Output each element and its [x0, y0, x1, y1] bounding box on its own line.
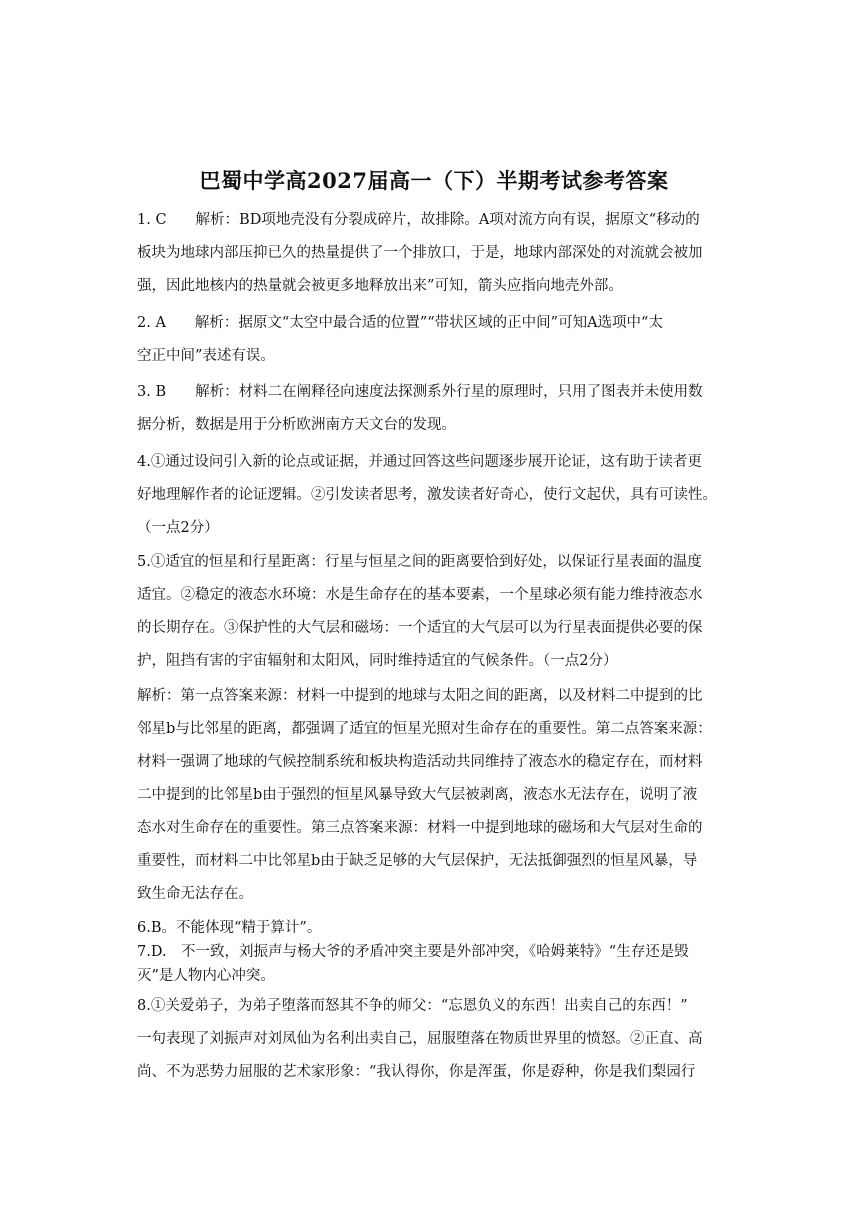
text-line: 态水对生命存在的重要性。第三点答案来源：材料一中提到地球的磁场和大气层对生命的	[137, 820, 703, 836]
text-line: 好地理解作者的论证逻辑。②引发读者思考，激发读者好奇心，使行文起伏，具有可读性。	[137, 487, 717, 503]
text-line: 二中提到的比邻星b由于强烈的恒星风暴导致大气层被剥离，液态水无法存在，说明了液	[137, 787, 698, 803]
text-line: 的长期存在。③保护性的大气层和磁场：一个适宜的大气层可以为行星表面提供必要的保	[137, 620, 703, 636]
text-line: 6.B。不能体现“精于算计”。	[137, 920, 322, 936]
answer-item-4	[137, 446, 735, 545]
text-line: （一点2分）	[137, 520, 219, 536]
text-line: 适宜。②稳定的液态水环境：水是生命存在的基本要素，一个星球必须有能力维持液态水	[137, 587, 703, 603]
text-line: 板块为地球内部压抑已久的热量提供了一个排放口，于是，地球内部深处的对流就会被加	[137, 245, 703, 261]
text-line: 据分析，数据是用于分析欧洲南方天文台的发现。	[137, 417, 456, 433]
answer-explanation	[137, 680, 735, 911]
answer-item-7	[137, 940, 735, 988]
answer-item-6	[137, 916, 735, 940]
text-line: 邻星b与比邻星的距离，都强调了适宜的恒星光照对生命存在的重要性。第二点答案来源：	[137, 721, 712, 737]
answer-item-5	[137, 546, 735, 678]
text-line: 重要性，而材料二中比邻星b由于缺乏足够的大气层保护，无法抵御强烈的恒星风暴，导	[137, 853, 698, 869]
answer-item-3	[137, 376, 735, 442]
text-line: 尚、不为恶势力屈服的艺术家形象：“我认得你，你是浑蛋，你是孬种，你是我们梨园行	[137, 1064, 696, 1080]
text-line: 空正中间”表述有误。	[137, 348, 275, 364]
text-line: 护，阻挡有害的宇宙辐射和太阳风，同时维持适宜的气候条件。（一点2分）	[137, 653, 618, 669]
text-line: 5.①适宜的恒星和行星距离：行星与恒星之间的距离要恰到好处，以保证行星表面的温度	[137, 554, 702, 570]
text-line: 7.D. 不一致，刘振声与杨大爷的矛盾冲突主要是外部冲突，《哈姆莱特》“生存还是毁	[137, 944, 689, 960]
text-line: 解析：第一点答案来源：材料一中提到的地球与太阳之间的距离，以及材料二中提到的比	[137, 688, 703, 704]
answer-item-2	[137, 307, 735, 373]
text-line: 致生命无法存在。	[137, 886, 253, 902]
text-line: 灭”是人物内心冲突。	[137, 968, 275, 984]
text-line: 一句表现了刘振声对刘凤仙为名利出卖自己，屈服堕落在物质世界里的愤怒。②正直、高	[137, 1031, 703, 1047]
text-line: 2. A 解析：据原文“太空中最合适的位置”“带状区域的正中间”可知A选项中“太	[137, 315, 663, 331]
text-line: 1. C 解析：BD项地壳没有分裂成碎片，故排除。A项对流方向有误，据原文“移动的	[137, 212, 700, 228]
answer-item-8	[137, 990, 735, 1089]
answer-item-1	[137, 204, 735, 303]
text-line: 8.①关爱弟子，为弟子堕落而怒其不争的师父：“忘恩负义的东西！出卖自己的东西！”	[137, 998, 688, 1014]
text-line: 强，因此地核内的热量就会被更多地释放出来”可知，箭头应指向地壳外部。	[137, 278, 623, 294]
text-line: 4.①通过设问引入新的论点或证据，并通过回答这些问题逐步展开论证，这有助于读者更	[137, 454, 702, 470]
page-title: 巴蜀中学高2027届高一（下）半期考试参考答案	[199, 168, 669, 193]
text-line: 材料一强调了地球的气候控制系统和板块构造活动共同维持了液态水的稳定存在，而材料	[137, 754, 703, 770]
text-line: 3. B 解析：材料二在阐释径向速度法探测系外行星的原理时，只用了图表并未使用数	[137, 384, 703, 400]
